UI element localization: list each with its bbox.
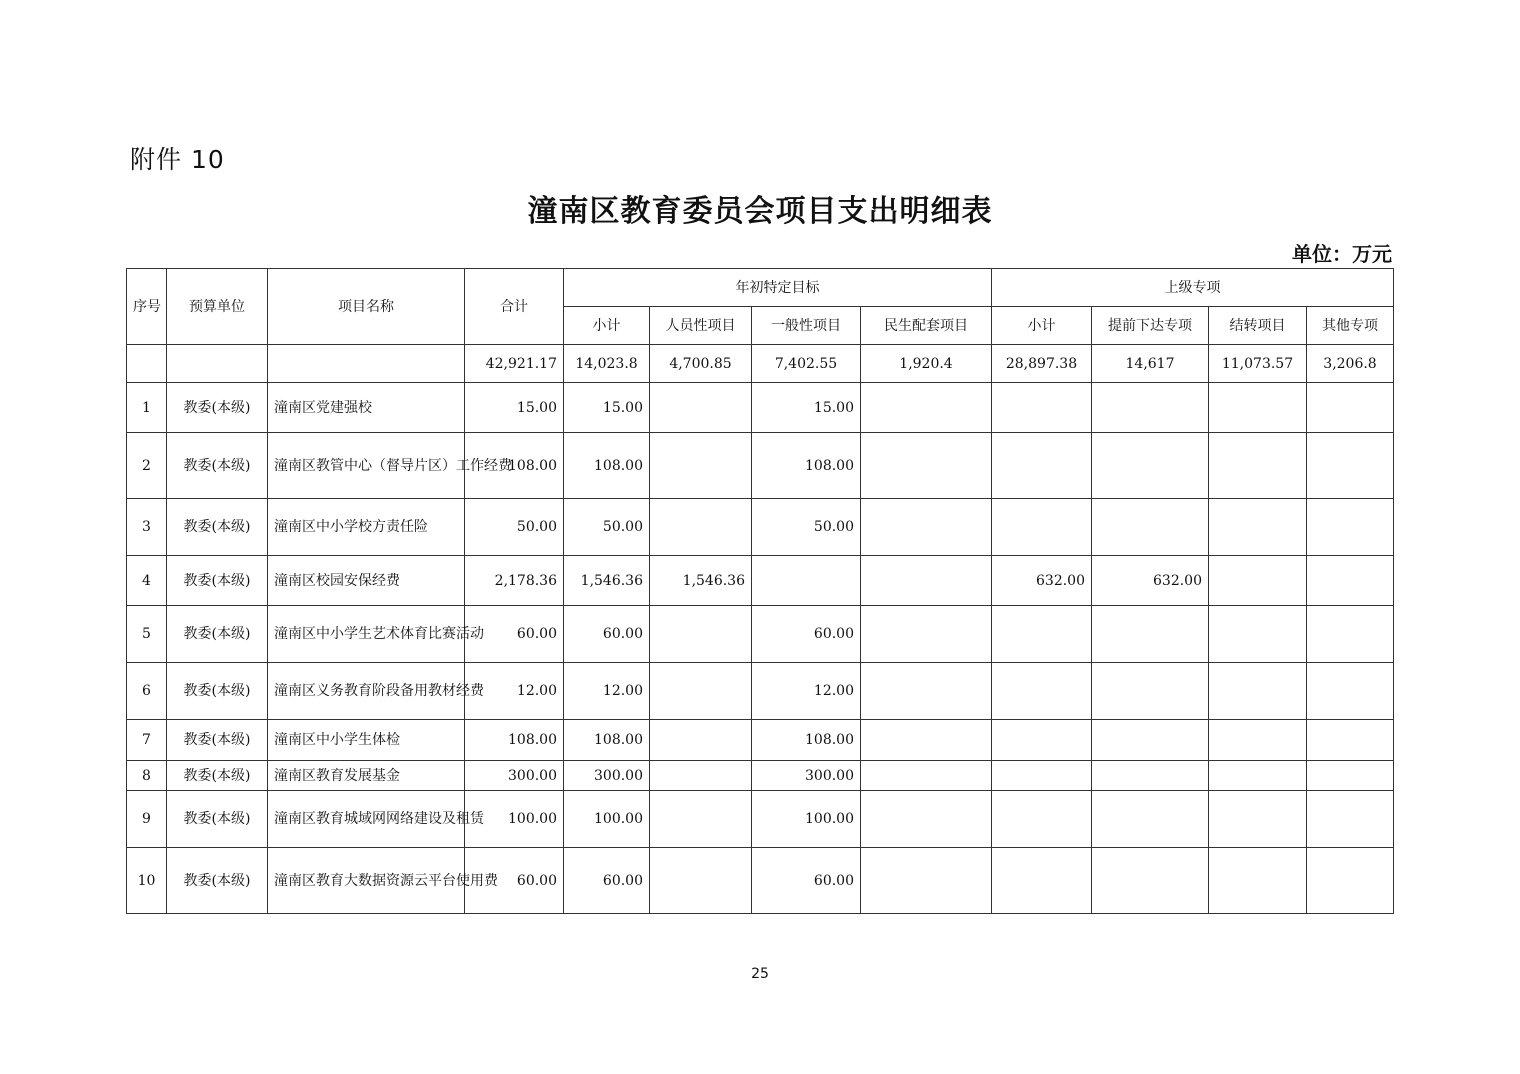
totals-superior-subtotal: 28,897.38	[992, 345, 1092, 383]
row-budget-unit: 教委(本级)	[167, 848, 268, 914]
row-project-name: 潼南区中小学生艺术体育比赛活动	[268, 606, 465, 663]
table-row	[127, 663, 1394, 720]
totals-unit-cell	[167, 345, 268, 383]
header-carryover-projects: 结转项目	[1209, 307, 1307, 345]
totals-total: 42,921.17	[465, 345, 564, 383]
row-livelihood	[861, 791, 992, 848]
row-advance: 632.00	[1092, 556, 1209, 606]
unit-label: 单位：万元	[1292, 242, 1392, 266]
row-project-name: 潼南区党建强校	[268, 383, 465, 433]
row-livelihood	[861, 499, 992, 556]
row-livelihood	[861, 433, 992, 499]
row-superior-subtotal	[992, 791, 1092, 848]
row-seq: 3	[127, 499, 167, 556]
row-personnel	[650, 761, 752, 791]
row-project-name: 潼南区中小学校方责任险	[268, 499, 465, 556]
row-budget-unit: 教委(本级)	[167, 383, 268, 433]
row-superior-subtotal	[992, 761, 1092, 791]
row-budget-unit: 教委(本级)	[167, 791, 268, 848]
row-advance	[1092, 791, 1209, 848]
table-row	[127, 791, 1394, 848]
row-seq: 5	[127, 606, 167, 663]
row-other	[1307, 791, 1394, 848]
row-budget-unit: 教委(本级)	[167, 556, 268, 606]
row-superior-subtotal	[992, 848, 1092, 914]
totals-livelihood: 1,920.4	[861, 345, 992, 383]
row-budget-unit: 教委(本级)	[167, 663, 268, 720]
row-advance	[1092, 383, 1209, 433]
row-total: 108.00	[465, 433, 564, 499]
row-budget-unit: 教委(本级)	[167, 499, 268, 556]
row-initial-subtotal: 108.00	[564, 433, 650, 499]
row-other	[1307, 663, 1394, 720]
row-carryover	[1209, 848, 1307, 914]
totals-seq-cell	[127, 345, 167, 383]
row-budget-unit: 教委(本级)	[167, 720, 268, 761]
header-total: 合计	[465, 269, 564, 345]
row-personnel	[650, 848, 752, 914]
row-personnel	[650, 720, 752, 761]
row-superior-subtotal	[992, 499, 1092, 556]
row-advance	[1092, 761, 1209, 791]
row-total: 50.00	[465, 499, 564, 556]
row-initial-subtotal: 300.00	[564, 761, 650, 791]
totals-project-cell	[268, 345, 465, 383]
row-other	[1307, 433, 1394, 499]
header-advance-special: 提前下达专项	[1092, 307, 1209, 345]
totals-carryover: 11,073.57	[1209, 345, 1307, 383]
row-project-name: 潼南区中小学生体检	[268, 720, 465, 761]
row-other	[1307, 761, 1394, 791]
row-carryover	[1209, 499, 1307, 556]
row-advance	[1092, 433, 1209, 499]
totals-personnel: 4,700.85	[650, 345, 752, 383]
header-livelihood-projects: 民生配套项目	[861, 307, 992, 345]
row-initial-subtotal: 60.00	[564, 848, 650, 914]
row-general: 108.00	[752, 720, 861, 761]
row-total: 100.00	[465, 791, 564, 848]
row-livelihood	[861, 556, 992, 606]
row-carryover	[1209, 720, 1307, 761]
expenditure-table	[126, 268, 1394, 914]
totals-advance: 14,617	[1092, 345, 1209, 383]
row-initial-subtotal: 1,546.36	[564, 556, 650, 606]
header-initial-targets: 年初特定目标	[564, 269, 992, 307]
row-general: 108.00	[752, 433, 861, 499]
totals-general: 7,402.55	[752, 345, 861, 383]
row-personnel	[650, 791, 752, 848]
row-carryover	[1209, 663, 1307, 720]
row-superior-subtotal	[992, 606, 1092, 663]
row-other	[1307, 848, 1394, 914]
row-initial-subtotal: 60.00	[564, 606, 650, 663]
row-project-name: 潼南区教管中心（督导片区）工作经费	[268, 433, 465, 499]
row-carryover	[1209, 761, 1307, 791]
totals-row	[127, 345, 1394, 383]
table-row	[127, 606, 1394, 663]
row-advance	[1092, 663, 1209, 720]
row-general: 100.00	[752, 791, 861, 848]
row-livelihood	[861, 606, 992, 663]
row-initial-subtotal: 15.00	[564, 383, 650, 433]
row-carryover	[1209, 383, 1307, 433]
table-row	[127, 499, 1394, 556]
header-superior-subtotal: 小计	[992, 307, 1092, 345]
row-total: 108.00	[465, 720, 564, 761]
row-project-name: 潼南区校园安保经费	[268, 556, 465, 606]
row-carryover	[1209, 433, 1307, 499]
row-seq: 7	[127, 720, 167, 761]
row-seq: 10	[127, 848, 167, 914]
row-other	[1307, 499, 1394, 556]
row-seq: 8	[127, 761, 167, 791]
row-superior-subtotal	[992, 383, 1092, 433]
row-personnel	[650, 499, 752, 556]
row-livelihood	[861, 761, 992, 791]
table-row	[127, 433, 1394, 499]
row-seq: 2	[127, 433, 167, 499]
row-seq: 1	[127, 383, 167, 433]
row-general: 15.00	[752, 383, 861, 433]
row-superior-subtotal: 632.00	[992, 556, 1092, 606]
row-personnel: 1,546.36	[650, 556, 752, 606]
row-advance	[1092, 848, 1209, 914]
row-personnel	[650, 663, 752, 720]
row-general: 60.00	[752, 606, 861, 663]
row-general: 50.00	[752, 499, 861, 556]
row-project-name: 潼南区教育城域网网络建设及租赁	[268, 791, 465, 848]
table-row	[127, 556, 1394, 606]
row-project-name: 潼南区教育大数据资源云平台使用费	[268, 848, 465, 914]
page-title: 潼南区教育委员会项目支出明细表	[527, 194, 993, 229]
row-budget-unit: 教委(本级)	[167, 433, 268, 499]
row-livelihood	[861, 663, 992, 720]
header-project-name: 项目名称	[268, 269, 465, 345]
row-total: 60.00	[465, 848, 564, 914]
row-personnel	[650, 383, 752, 433]
header-budget-unit: 预算单位	[167, 269, 268, 345]
row-total: 2,178.36	[465, 556, 564, 606]
header-other-special: 其他专项	[1307, 307, 1394, 345]
row-other	[1307, 720, 1394, 761]
row-seq: 9	[127, 791, 167, 848]
row-other	[1307, 383, 1394, 433]
row-initial-subtotal: 108.00	[564, 720, 650, 761]
attachment-label: 附件 10	[130, 145, 225, 174]
table-row	[127, 383, 1394, 433]
row-superior-subtotal	[992, 720, 1092, 761]
row-advance	[1092, 720, 1209, 761]
table-row	[127, 720, 1394, 761]
totals-initial-subtotal: 14,023.8	[564, 345, 650, 383]
row-general: 12.00	[752, 663, 861, 720]
row-initial-subtotal: 100.00	[564, 791, 650, 848]
row-seq: 6	[127, 663, 167, 720]
row-other	[1307, 556, 1394, 606]
row-general	[752, 556, 861, 606]
header-personnel-projects: 人员性项目	[650, 307, 752, 345]
row-general: 60.00	[752, 848, 861, 914]
row-total: 12.00	[465, 663, 564, 720]
header-general-projects: 一般性项目	[752, 307, 861, 345]
row-general: 300.00	[752, 761, 861, 791]
row-budget-unit: 教委(本级)	[167, 761, 268, 791]
row-personnel	[650, 606, 752, 663]
row-superior-subtotal	[992, 663, 1092, 720]
row-carryover	[1209, 556, 1307, 606]
row-livelihood	[861, 848, 992, 914]
table-row	[127, 848, 1394, 914]
row-total: 15.00	[465, 383, 564, 433]
row-other	[1307, 606, 1394, 663]
row-livelihood	[861, 720, 992, 761]
row-personnel	[650, 433, 752, 499]
row-superior-subtotal	[992, 433, 1092, 499]
page-number: 25	[751, 966, 769, 982]
row-total: 60.00	[465, 606, 564, 663]
row-budget-unit: 教委(本级)	[167, 606, 268, 663]
row-initial-subtotal: 12.00	[564, 663, 650, 720]
row-project-name: 潼南区教育发展基金	[268, 761, 465, 791]
row-carryover	[1209, 791, 1307, 848]
totals-other: 3,206.8	[1307, 345, 1394, 383]
header-seq: 序号	[127, 269, 167, 345]
table-row	[127, 761, 1394, 791]
row-initial-subtotal: 50.00	[564, 499, 650, 556]
row-total: 300.00	[465, 761, 564, 791]
header-initial-subtotal: 小计	[564, 307, 650, 345]
row-carryover	[1209, 606, 1307, 663]
row-livelihood	[861, 383, 992, 433]
row-seq: 4	[127, 556, 167, 606]
row-advance	[1092, 606, 1209, 663]
row-project-name: 潼南区义务教育阶段备用教材经费	[268, 663, 465, 720]
row-advance	[1092, 499, 1209, 556]
header-superior-special: 上级专项	[992, 269, 1394, 307]
